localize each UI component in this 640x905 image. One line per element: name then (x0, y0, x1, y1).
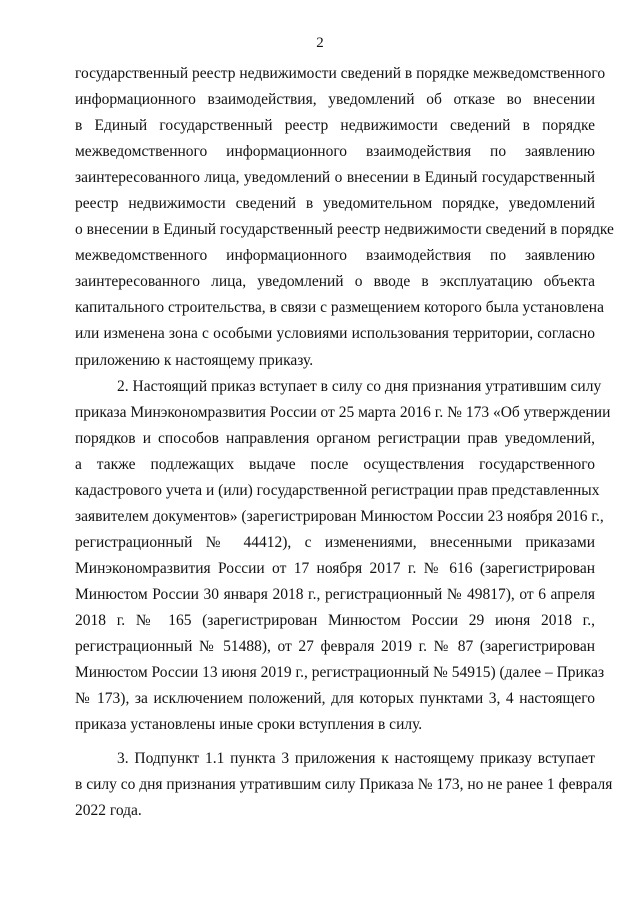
text-line: в Единый государственный реестр недвижимости сведений в порядке (75, 117, 595, 135)
page-number: 2 (316, 35, 324, 51)
text-line: капитального строительства, в связи с размещением которого была установлена (75, 299, 604, 317)
text-line: регистрационный № 51488), от 27 февраля 2019 г. № 87 (зарегистрирован (75, 638, 595, 656)
paragraph-1-continuation (75, 61, 614, 374)
text-line: приказа установлены иные сроки вступления в силу. (75, 716, 423, 734)
document-body (75, 61, 614, 824)
text-line: Минэкономразвития России от 17 ноября 2017 г. № 616 (зарегистрирован (75, 559, 595, 577)
text-line: или изменена зона с особыми условиями использования территории, согласно (75, 325, 595, 343)
text-line: 2022 года. (75, 802, 142, 820)
text-line: 3. Подпункт 1.1 пункта 3 приложения к настоящему приказу вступает (117, 750, 595, 768)
text-line: кадастрового учета и (или) государственной регистрации прав представленных (75, 481, 600, 499)
text-line: государственный реестр недвижимости сведений в порядке межведомственного (75, 65, 606, 82)
text-line: а также подлежащих выдаче после осуществления государственного (75, 455, 595, 473)
paragraph-3 (75, 746, 613, 824)
text-line: заявителем документов» (зарегистрирован Минюстом России 23 ноября 2016 г., (75, 507, 604, 525)
text-line: регистрационный № 44412), с изменениями, внесенными приказами (75, 533, 595, 551)
paragraph-2 (75, 374, 611, 739)
text-line: 2. Настоящий приказ вступает в силу со дня признания утратившим силу (117, 377, 602, 395)
text-line: информационного взаимодействия, уведомлений об отказе во внесении (75, 91, 595, 109)
text-line: приложению к настоящему приказу. (75, 351, 314, 369)
text-line: № 173), за исключением положений, для которых пунктами 3, 4 настоящего (75, 690, 595, 708)
text-line: Минюстом России 13 июня 2019 г., регистрационный № 54915) (далее – Приказ (75, 664, 605, 682)
text-line: Минюстом России 30 января 2018 г., регистрационный № 49817), от 6 апреля (75, 585, 595, 603)
text-line: заинтересованного лица, уведомлений о внесении в Единый государственный (75, 169, 595, 187)
text-line: порядков и способов направления органом регистрации прав уведомлений, (75, 429, 595, 447)
text-line: реестр недвижимости сведений в уведомительном порядке, уведомлений (75, 195, 595, 213)
text-line: в силу со дня признания утратившим силу Приказа № 173, но не ранее 1 февраля (75, 776, 613, 794)
text-line: приказа Минэкономразвития России от 25 марта 2016 г. № 173 «Об утверждении (75, 403, 611, 421)
text-line: межведомственного информационного взаимодействия по заявлению (75, 143, 595, 161)
text-line: межведомственного информационного взаимодействия по заявлению (75, 247, 595, 265)
text-line: заинтересованного лица, уведомлений о вводе в эксплуатацию объекта (75, 273, 595, 291)
text-line: о внесении в Единый государственный реестр недвижимости сведений в порядке (75, 221, 614, 239)
text-line: 2018 г. № 165 (зарегистрирован Минюстом России 29 июня 2018 г., (75, 611, 595, 629)
